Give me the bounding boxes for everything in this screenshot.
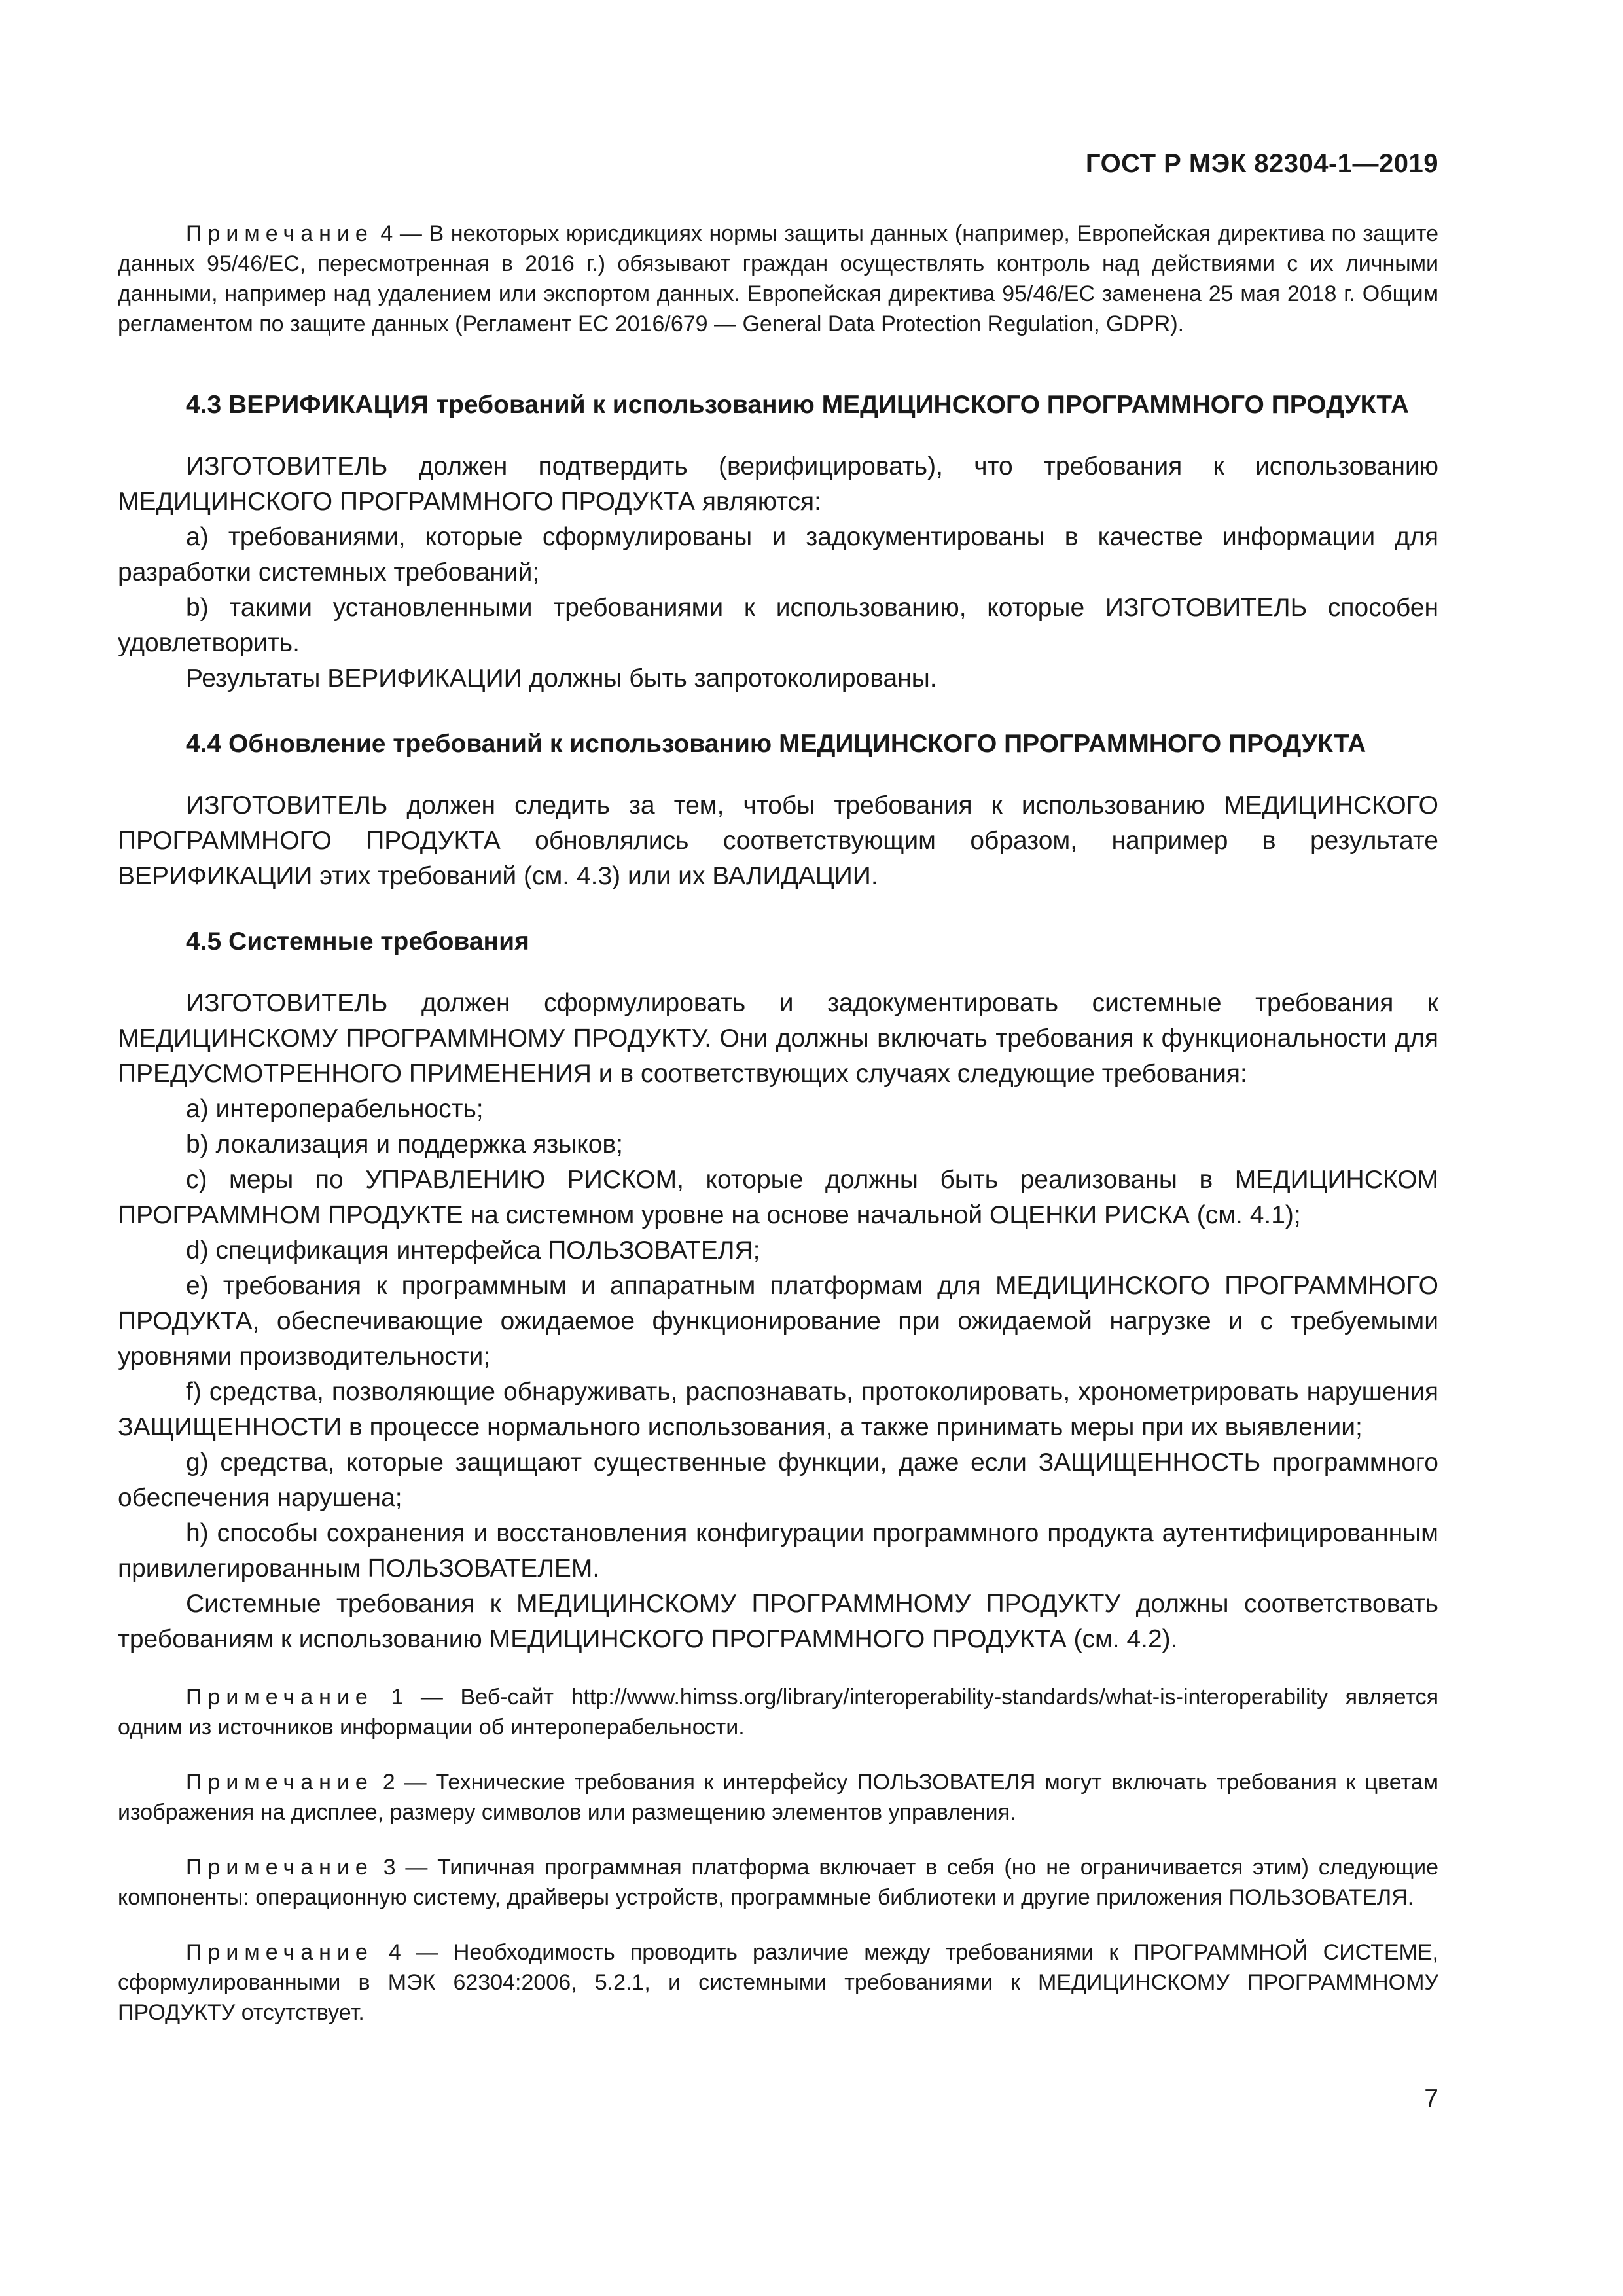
note-1 — [118, 1682, 1438, 1742]
section-4-5-paragraph-2: Системные требования к МЕДИЦИНСКОМУ ПРОГРАММНОМУ ПРОДУКТУ должны соответствовать требованиям к использованию МЕДИЦИНСКОГО ПРОГРАММНОГО ПРОДУКТА (см. 4.2). — [118, 1590, 1438, 1653]
note-label: Примечание — [186, 1770, 374, 1795]
list-item: c) меры по УПРАВЛЕНИЮ РИСКОМ, которые должны быть реализованы в МЕДИЦИНСКОМ ПРОГРАММНОМ ПРОДУКТЕ на системном уровне на основе начальной ОЦЕНКИ РИСКА (см. 4.1); — [118, 1166, 1438, 1229]
list-item: h) способы сохранения и восстановления конфигурации программного продукта аутентифицированным привилегированным ПОЛЬЗОВАТЕЛЕМ. — [118, 1519, 1438, 1583]
section-4-3-item-b: b) такими установленными требованиями к использованию, которые ИЗГОТОВИТЕЛЬ способен удовлетворить. — [118, 594, 1438, 657]
page-number: 7 — [1424, 2085, 1438, 2113]
note-label: Примечание — [186, 221, 374, 246]
section-4-4-paragraph-1: ИЗГОТОВИТЕЛЬ должен следить за тем, чтобы требования к использованию МЕДИЦИНСКОГО ПРОГРАММНОГО ПРОДУКТА обновлялись соответствующим образом, например в результате ВЕРИФИКАЦИИ этих требований (см. 4.3) или их ВАЛИДАЦИИ. — [118, 791, 1438, 890]
note-4 — [118, 1937, 1438, 2028]
note-label: Примечание — [186, 1685, 374, 1710]
note-2 — [118, 1767, 1438, 1827]
list-item: e) требования к программным и аппаратным платформам для МЕДИЦИНСКОГО ПРОГРАММНОГО ПРОДУКТА, обеспечивающие ожидаемое функционирование при ожидаемой нагрузке и с требуемыми уровнями производительности; — [118, 1272, 1438, 1371]
document-body — [118, 219, 1438, 2028]
section-4-3-paragraph-1: ИЗГОТОВИТЕЛЬ должен подтвердить (верифицировать), что требования к использованию МЕДИЦИНСКОГО ПРОГРАММНОГО ПРОДУКТА являются: — [118, 452, 1438, 516]
section-4-5-heading: 4.5 Системные требования — [186, 927, 529, 956]
section-4-3-paragraph-2: Результаты ВЕРИФИКАЦИИ должны быть запротоколированы. — [186, 664, 937, 692]
note-text: 4 — В некоторых юрисдикциях нормы защиты данных (например, Европейская директива по защите данных 95/46/ЕС, пересмотренная в 2016 г.) обязывают граждан осуществлять контроль над действиями с их личными данными, например над удалением или экспортом данных. Европейская директива 95/46/ЕС заменена 25 мая 2018 г. Общим регламентом по защите данных (Регламент ЕС 2016/679 — General Data Protection Regulation, GDPR). — [118, 221, 1438, 336]
list-item: d) спецификация интерфейса ПОЛЬЗОВАТЕЛЯ; — [186, 1236, 760, 1265]
note-text: 3 — Типичная программная платформа включает в себя (но не ограничивается этим) следующие компоненты: операционную систему, драйверы устройств, программные библиотеки и другие приложения ПОЛЬЗОВАТЕЛЯ. — [118, 1855, 1438, 1910]
note-top — [118, 219, 1438, 339]
list-item: f) средства, позволяющие обнаруживать, распознавать, протоколировать, хронометрировать нарушения ЗАЩИЩЕННОСТИ в процессе нормального использования, а также принимать меры при их выявлении; — [118, 1378, 1438, 1441]
note-label: Примечание — [186, 1855, 374, 1880]
note-label: Примечание — [186, 1940, 374, 1965]
document-code-header: ГОСТ Р МЭК 82304-1—2019 — [1085, 149, 1438, 178]
section-4-4-heading: 4.4 Обновление требований к использованию МЕДИЦИНСКОГО ПРОГРАММНОГО ПРОДУКТА — [186, 730, 1366, 758]
note-text: 2 — Технические требования к интерфейсу ПОЛЬЗОВАТЕЛЯ могут включать требования к цветам изображения на дисплее, размеру символов или размещению элементов управления. — [118, 1770, 1438, 1825]
note-3 — [118, 1852, 1438, 1912]
section-4-3-heading: 4.3 ВЕРИФИКАЦИЯ требований к использованию МЕДИЦИНСКОГО ПРОГРАММНОГО ПРОДУКТА — [186, 391, 1409, 419]
section-4-5-paragraph-1: ИЗГОТОВИТЕЛЬ должен сформулировать и задокументировать системные требования к МЕДИЦИНСКОМУ ПРОГРАММНОМУ ПРОДУКТУ. Они должны включать требования к функциональности для ПРЕДУСМОТРЕННОГО ПРИМЕНЕНИЯ и в соответствующих случаях следующие требования: — [118, 989, 1438, 1088]
list-item: b) локализация и поддержка языков; — [186, 1130, 623, 1158]
note-text: 4 — Необходимость проводить различие между требованиями к ПРОГРАММНОЙ СИСТЕМЕ, сформулированными в МЭК 62304:2006, 5.2.1, и системными требованиями к МЕДИЦИНСКОМУ ПРОГРАММНОМУ ПРОДУКТУ отсутствует. — [118, 1940, 1438, 2025]
note-text: 1 — Веб-сайт http://www.himss.org/library/interoperability-standards/what-is-interoperability является одним из источников информации об интероперабельности. — [118, 1685, 1438, 1740]
list-item: g) средства, которые защищают существенные функции, даже если ЗАЩИЩЕННОСТЬ программного обеспечения нарушена; — [118, 1448, 1438, 1512]
section-4-3-item-a: а) требованиями, которые сформулированы и задокументированы в качестве информации для разработки системных требований; — [118, 523, 1438, 586]
list-item: а) интероперабельность; — [186, 1095, 484, 1123]
